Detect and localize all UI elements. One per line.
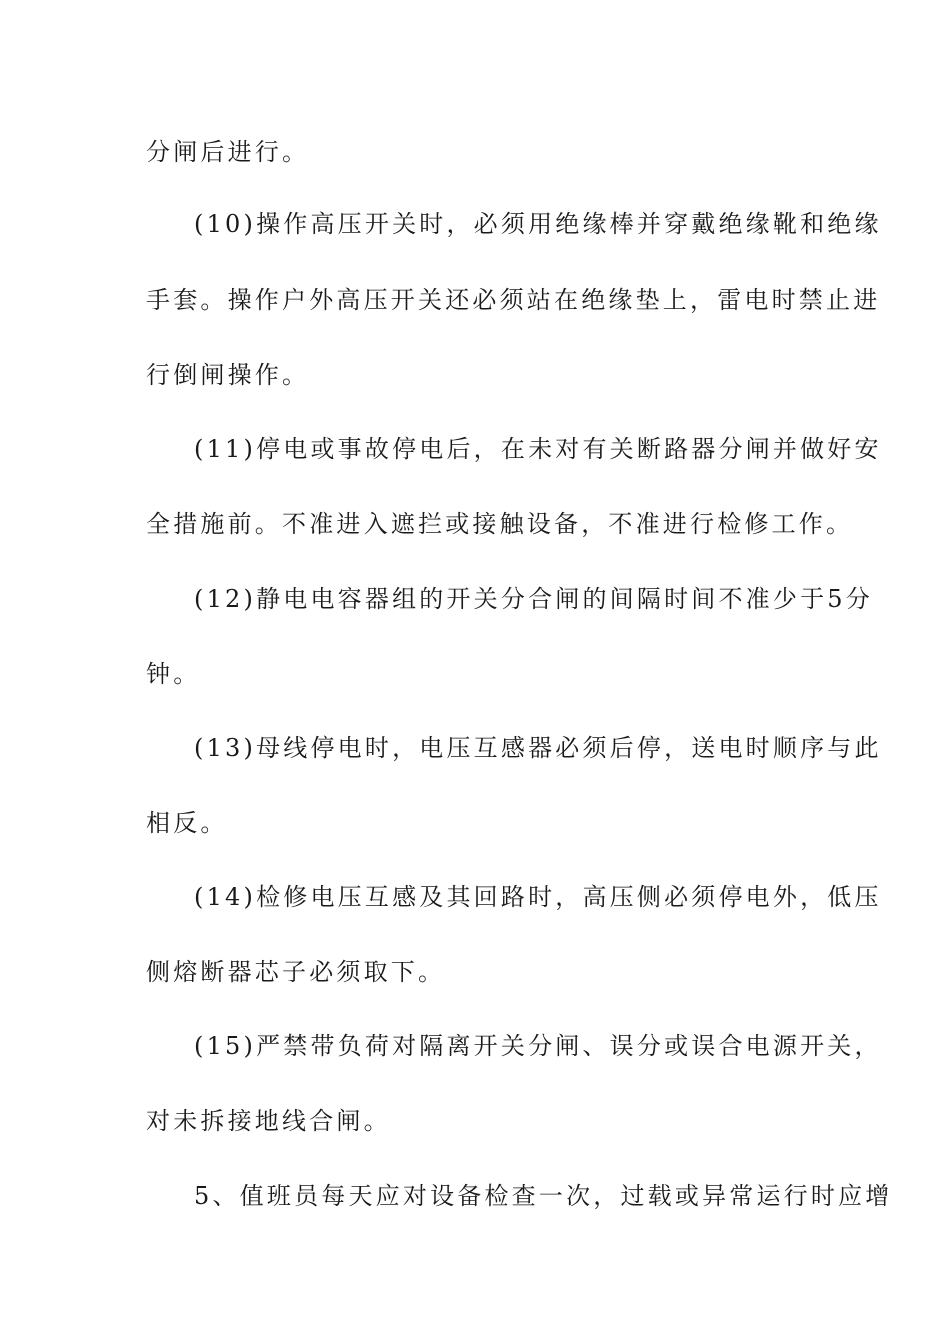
text-line: 钟。 — [146, 660, 201, 688]
text-line: 手套。操作户外高压开关还必须站在绝缘垫上，雷电时禁止进 — [146, 286, 881, 314]
text-line: 分闸后进行。 — [146, 138, 310, 166]
paragraph-14-line-1: (14)检修电压互感及其回路时，高压侧必须停电外，低压 — [194, 883, 882, 911]
text-line: 侧熔断器芯子必须取下。 — [146, 958, 446, 986]
paragraph-15-line-1: (15)严禁带负荷对隔离开关分闸、误分或误合电源开关， — [194, 1032, 882, 1060]
text-line: 对未拆接地线合闸。 — [146, 1107, 391, 1135]
paragraph-11-line-1: (11)停电或事故停电后，在未对有关断路器分闸并做好安 — [194, 435, 882, 463]
paragraph-10-line-1: (10)操作高压开关时，必须用绝缘棒并穿戴绝缘靴和绝缘 — [194, 210, 882, 238]
text-line: 相反。 — [146, 809, 228, 837]
text-line: 行倒闸操作。 — [146, 361, 310, 389]
paragraph-13-line-1: (13)母线停电时，电压互感器必须后停，送电时顺序与此 — [194, 734, 882, 762]
paragraph-5-line-1: 5、值班员每天应对设备检查一次，过载或异常运行时应增 — [194, 1182, 893, 1210]
text-line: 全措施前。不准进入遮拦或接触设备，不准进行检修工作。 — [146, 510, 854, 538]
paragraph-12-line-1: (12)静电电容器组的开关分合闸的间隔时间不准少于5分 — [194, 585, 873, 613]
